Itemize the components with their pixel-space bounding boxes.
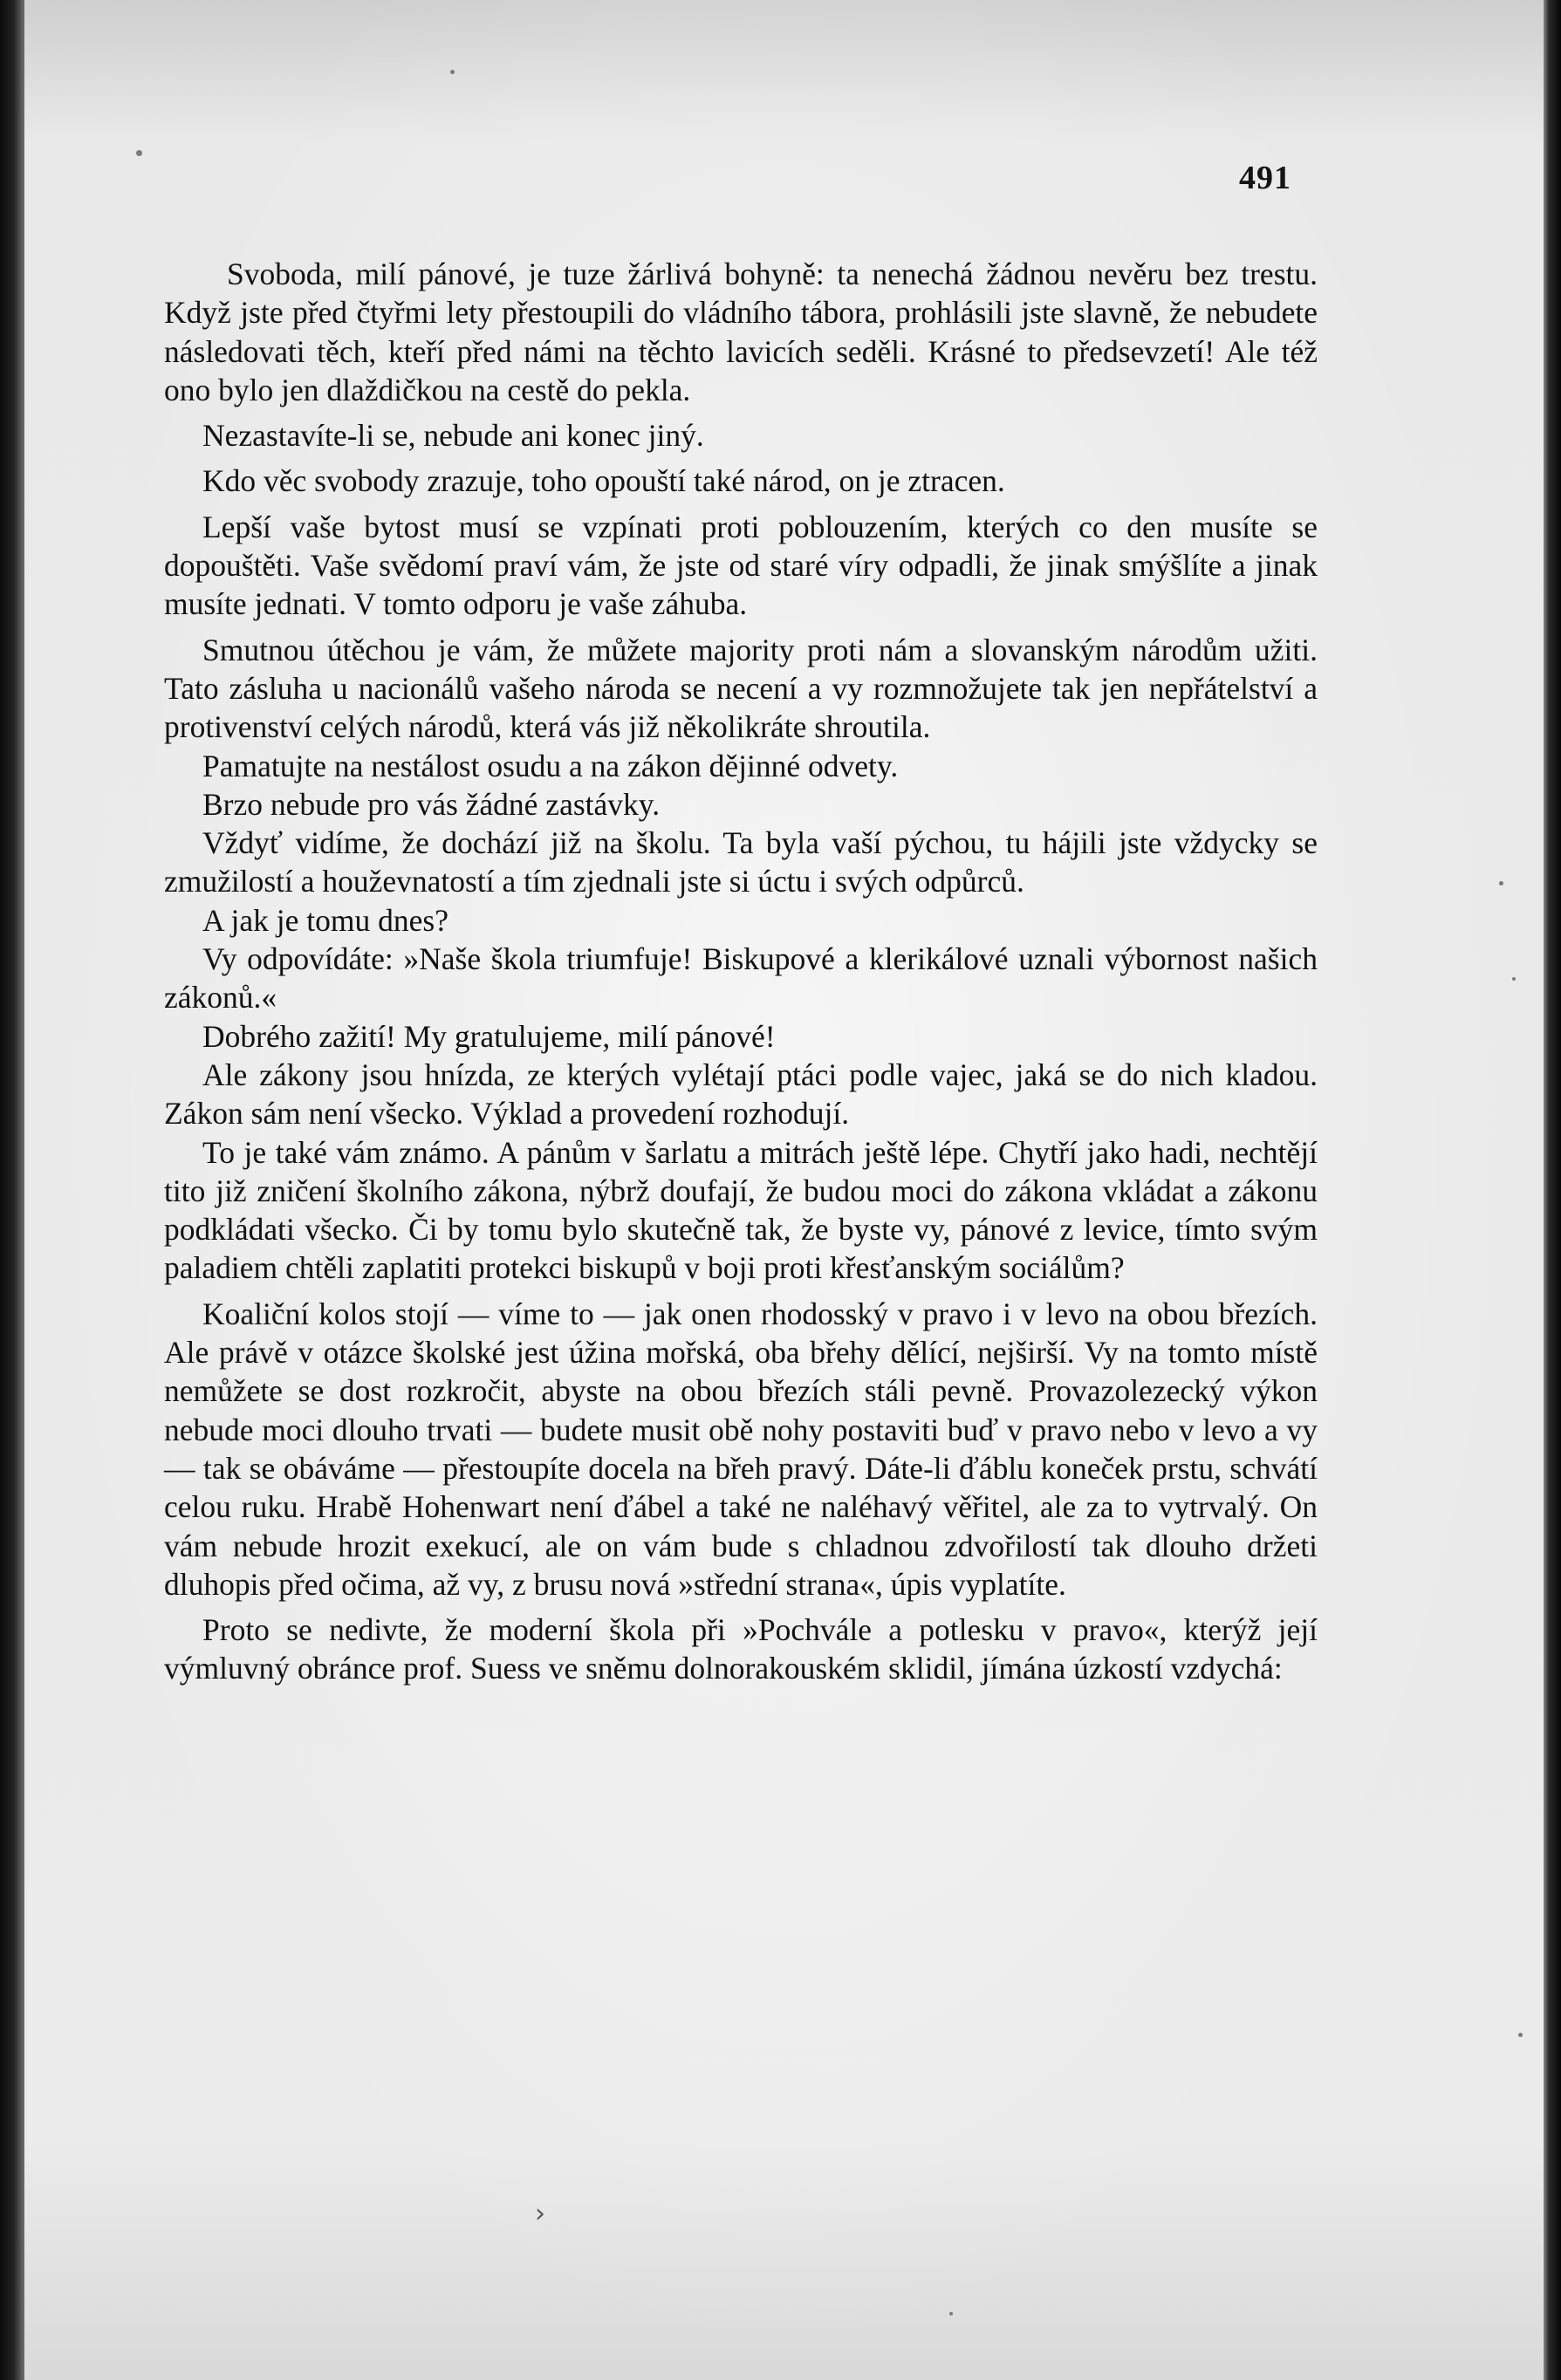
paragraph: Pamatujte na nestálost osudu a na zákon dějinné odvety. [202, 748, 899, 783]
paragraph: Kdo věc svobody zrazuje, toho opouští také národ, on je ztracen. [202, 463, 1005, 499]
page-speck [450, 70, 455, 74]
paragraph: Lepší vaše bytost musí se vzpínati proti poblouzením, kterých co den musíte se dopouštěti. Vaše svědomí praví vám, že jste od staré víry odpadli, že jinak smýšlíte a jinak musíte jednati. V tomto odporu je vaše záhuba. [164, 509, 1318, 622]
paragraph: Vždyť vidíme, že dochází již na školu. Ta byla vaší pýchou, tu hájili jste vždycky se zmužilostí a houževnatostí a tím zjednali jste si úctu i svých odpůrců. [164, 825, 1318, 899]
page-speck [949, 2312, 953, 2315]
book-page [24, 0, 1544, 2380]
page-speck [1512, 977, 1516, 981]
paragraph: Smutnou útěchou je vám, že můžete majority proti nám a slovanským národům užiti. Tato zásluha u nacionálů vašeho národa se necení a vy rozmnožujete tak jen nepřátelství a protivenství celých národů, která vás již několikráte shroutila. [164, 632, 1318, 745]
paragraph: Dobrého zažití! My gratulujeme, milí pánové! [202, 1018, 776, 1054]
paragraph: Ale zákony jsou hnízda, ze kterých vylétají ptáci podle vajec, jaká se do nich kladou. Zákon sám není všecko. Výklad a provedení rozhodují. [164, 1057, 1318, 1132]
page-speck [1518, 2033, 1523, 2037]
paragraph: Nezastavíte-li se, nebude ani konec jiný. [202, 418, 704, 454]
page-speck [1499, 881, 1503, 886]
paragraph: Svoboda, milí pánové, je tuze žárlivá bohyně: ta nenechá žádnou nevěru bez trestu. Když jste před čtyřmi lety přestoupili do vládního tábora, prohlásili jste slavně, že nebudete následovati těch, kteří před námi na těchto lavicích seděli. Krásné to předsevzetí! Ale též ono bylo jen dlaždičkou na cestě do pekla. [164, 256, 1318, 407]
page-speck [136, 150, 142, 156]
paragraph: Proto se nedivte, že moderní škola při »Pochvále a potlesku v pravo«, kterýž její výmluvný obránce prof. Suess ve sněmu dolnorakouském sklidil, jímána úzkostí vzdychá: [164, 1612, 1318, 1686]
paragraph: Koaliční kolos stojí — víme to — jak onen rhodosský v pravo i v levo na obou březích. Ale právě v otázce školské jest úžina mořská, oba břehy dělící, nejširší. Vy na tomto místě nemůžete se dost rozkročit, abyste na obou březích stáli pevně. Provazolezecký výkon nebude moci dlouho trvati — budete musit obě nohy postaviti buď v pravo nebo v levo a vy — tak se obáváme — přestoupíte docela na břeh pravý. Dáte-li ďáblu koneček prstu, schvátí celou ruku. Hrabě Hohenwart není ďábel a také ne naléhavý věřitel, ale za to vytrvalý. On vám nebude hrozit exekucí, ale on vám bude s chladnou zdvořilostí tak dlouho držeti dluhopis před očima, až vy, z brusu nová »střední strana«, úpis vyplatíte. [164, 1296, 1318, 1602]
body-text [164, 255, 1318, 1688]
paragraph: Vy odpovídáte: »Naše škola triumfuje! Biskupové a klerikálové uznali výbornost našich zákonů.« [164, 941, 1318, 1016]
page-number: 491 [1239, 160, 1291, 196]
paragraph: Brzo nebude pro vás žádné zastávky. [202, 786, 661, 822]
stray-mark: › [535, 2199, 545, 2229]
scan-left-edge [0, 0, 24, 2380]
paragraph: A jak je tomu dnes? [202, 902, 448, 938]
paragraph: To je také vám známo. A pánům v šarlatu a mitrách ještě lépe. Chytří jako hadi, nechtějí tito již zničení školního zákona, nýbrž doufají, že budou moci do zákona vkládat a zákonu podkládati všecko. Či by tomu bylo skutečně tak, že byste vy, pánové z levice, tímto svým paladiem chtěli zaplatiti protekci biskupů v boji proti křesťanským sociálům? [164, 1134, 1318, 1286]
scan-right-edge [1544, 0, 1561, 2380]
